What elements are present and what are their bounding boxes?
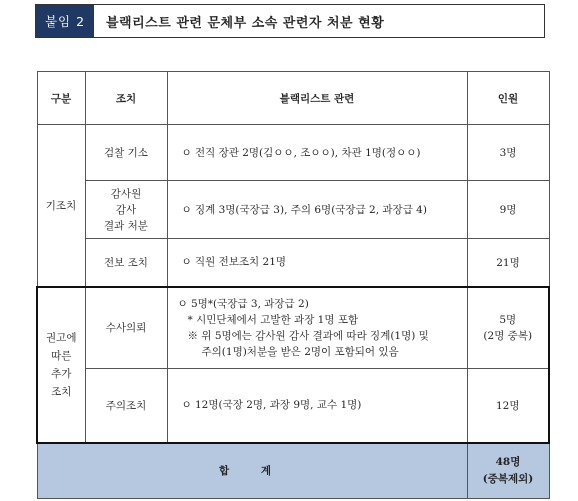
title-box — [35, 4, 545, 38]
row-count: 3명 — [467, 125, 549, 181]
total-row — [37, 443, 549, 499]
col-header-count: 인원 — [467, 72, 549, 125]
row-action: 주의조치 — [85, 369, 167, 443]
row-count: 12명 — [467, 369, 549, 443]
group-label-additional-action: 권고에 따른 추가 조치 — [37, 287, 85, 443]
table-row — [37, 125, 549, 181]
attachment-badge: 붙임 2 — [36, 5, 94, 37]
row-detail: ㅇ 12명(국장 2명, 과장 9명, 교수 1명) — [167, 369, 467, 443]
row-action: 수사의뢰 — [85, 287, 167, 369]
table-row — [37, 287, 549, 369]
row-detail: ㅇ 징계 3명(국장급 3), 주의 6명(국장급 2, 과장급 4) — [167, 181, 467, 239]
row-detail: ㅇ 전직 장관 2명(김ㅇㅇ, 조ㅇㅇ), 차관 1명(정ㅇㅇ) — [167, 125, 467, 181]
row-action: 감사원 감사 결과 처분 — [85, 181, 167, 239]
col-header-category: 구분 — [37, 72, 85, 125]
table-row — [37, 369, 549, 443]
row-detail: ㅇ 직원 전보조치 21명 — [167, 239, 467, 287]
row-count: 5명 (2명 중복) — [467, 287, 549, 369]
col-header-action: 조치 — [85, 72, 167, 125]
total-count: 48명 (중복제외) — [467, 443, 549, 499]
disposition-table — [36, 71, 550, 499]
document-title: 블랙리스트 관련 문체부 소속 관련자 처분 현황 — [106, 15, 385, 31]
row-count: 21명 — [467, 239, 549, 287]
row-detail: ㅇ 5명*(국장급 3, 과장급 2) * 시민단체에서 고발한 과장 1명 포함 ※ 위 5명에는 감사원 감사 결과에 따라 징계(1명) 및 주의(1명)처분을 받은 2명이 포함되어 있음 — [167, 287, 467, 369]
col-header-blacklist: 블랙리스트 관련 — [167, 72, 467, 125]
group-label-prior-action: 기조치 — [37, 125, 85, 287]
row-count: 9명 — [467, 181, 549, 239]
row-action: 검찰 기소 — [85, 125, 167, 181]
table-row — [37, 181, 549, 239]
total-label: 합 계 — [37, 443, 467, 499]
header-row — [37, 72, 549, 125]
row-action: 전보 조치 — [85, 239, 167, 287]
table-row — [37, 239, 549, 287]
